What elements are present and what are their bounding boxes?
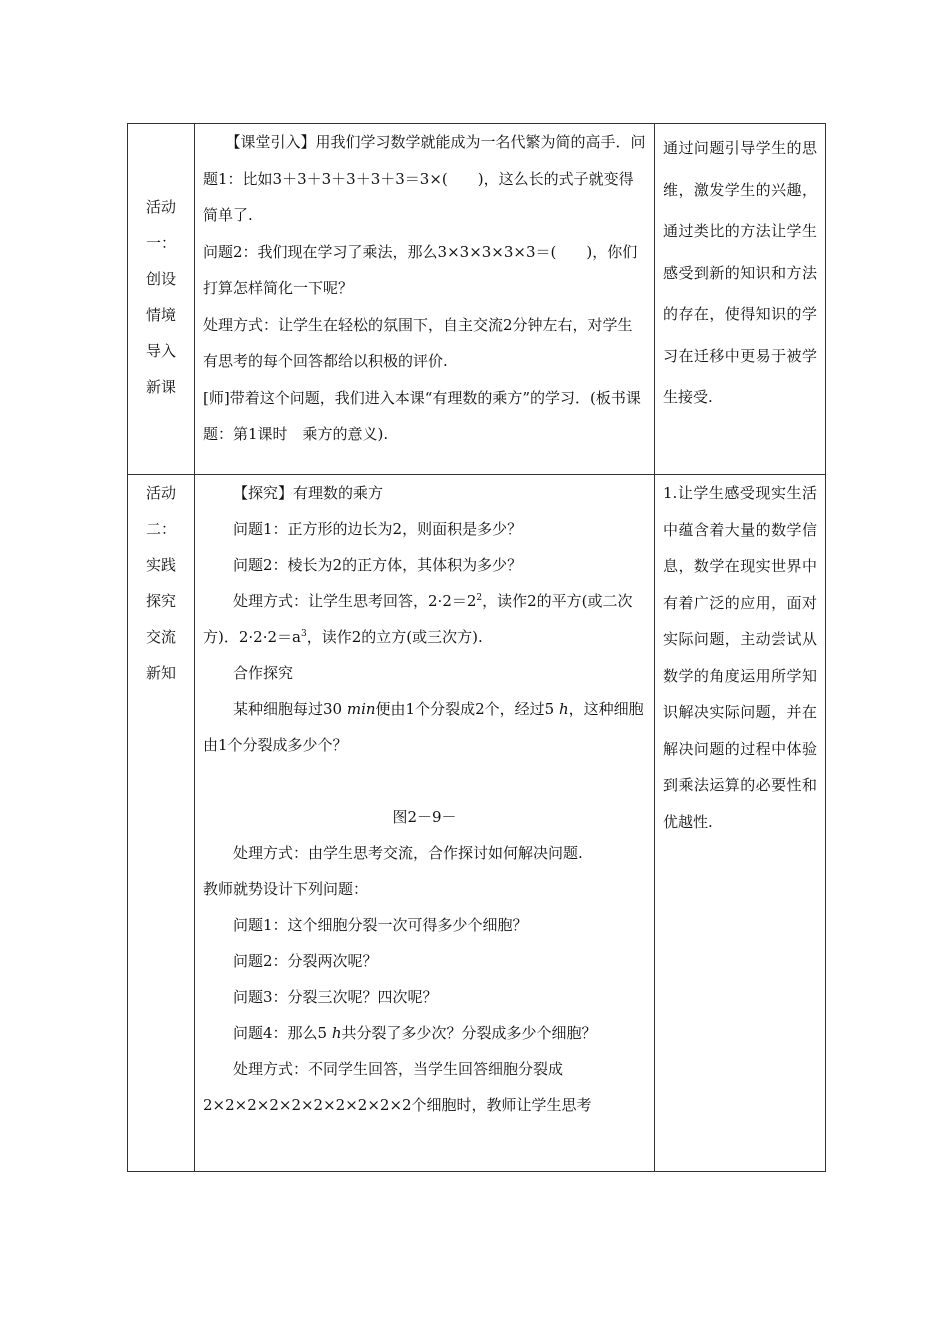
question2-paragraph: 问题2：我们现在学习了乘法，那么3×3×3×3×3＝( )，你们打算怎样简化一下呢？ [203,242,638,297]
activity1-label-cell [128,124,195,475]
activity1-label: 活动 一： 创设 情境 导入 新课 [145,198,176,396]
activity2-label-cell [128,475,195,1172]
explore-method: 处理方式：让学生思考回答，$2\cdot 2=2^2$，读作2的平方(或二次方)．$2\cdot 2\cdot 2=a^3$，读作2的立方(或三次方). [203,592,633,646]
figure-caption: 图2－9－ [392,808,457,826]
cell-question3: 问题3：分裂三次呢？四次呢？ [233,988,438,1006]
explore-heading: 【探究】有理数的乘方 [233,484,384,502]
activity2-content-cell [195,475,655,1172]
teacher-paragraph: [师]带着这个问题，我们进入本课“有理数的乘方”的学习．(板书课题：第1课时 乘方的意义). [203,388,641,443]
explore-question2: 问题2：棱长为2的正方体，其体积为多少？ [233,556,523,574]
cell-problem: 某种细胞每过30 min便由1个分裂成2个，经过5 h，这种细胞由1个分裂成多少个？ [203,700,644,754]
activity2-row [128,475,826,1172]
figure-space [203,763,646,799]
method-paragraph: 处理方式：让学生在轻松的氛围下，自主交流2分钟左右，对学生有思考的每个回答都给以积极的评价. [203,315,633,370]
cell-question4: 问题4：那么5 h共分裂了多少次？分裂成多少个细胞？ [233,1024,597,1042]
explore-question1: 问题1：正方形的边长为2，则面积是多少？ [233,520,523,538]
coop-heading: 合作探究 [233,664,294,682]
lesson-plan-table [127,123,826,1172]
answer-method: 处理方式：不同学生回答，当学生回答细胞分裂成2×2×2×2×2×2×2×2×2×2个细胞时，教师让学生思考 [203,1060,592,1114]
activity1-note-cell [655,124,826,475]
activity1-content-cell [195,124,655,475]
activity2-content [195,475,654,1123]
cell-question2: 问题2：分裂两次呢？ [233,952,378,970]
activity1-note: 通过问题引导学生的思维，激发学生的兴趣，通过类比的方法让学生感受到新的知识和方法的存在，使得知识的学习在迁移中更易于被学生接受. [663,139,817,406]
activity2-note: 1.让学生感受现实生活中蕴含着大量的数学信息，数学在现实世界中有着广泛的应用，面对实际问题，主动尝试从数学的角度运用所学知识解决实际问题，并在解决问题的过程中体验到乘法运算的必要性和优越性. [663,484,817,831]
discussion-method: 处理方式：由学生思考交流，合作探讨如何解决问题. [233,844,583,862]
activity1-content [195,124,654,453]
cell-question1: 问题1：这个细胞分裂一次可得多少个细胞？ [233,916,528,934]
teacher-intro: 教师就势设计下列问题： [203,880,369,898]
activity2-label: 活动 二： 实践 探究 交流 新知 [145,484,176,682]
activity1-row [128,124,826,475]
intro-paragraph: 【课堂引入】用我们学习数学就能成为一名代繁为简的高手．问题1：比如3＋3＋3＋3＋3＋3＝3×( )，这么长的式子就变得简单了. [203,133,646,224]
activity2-note-cell [655,475,826,1172]
